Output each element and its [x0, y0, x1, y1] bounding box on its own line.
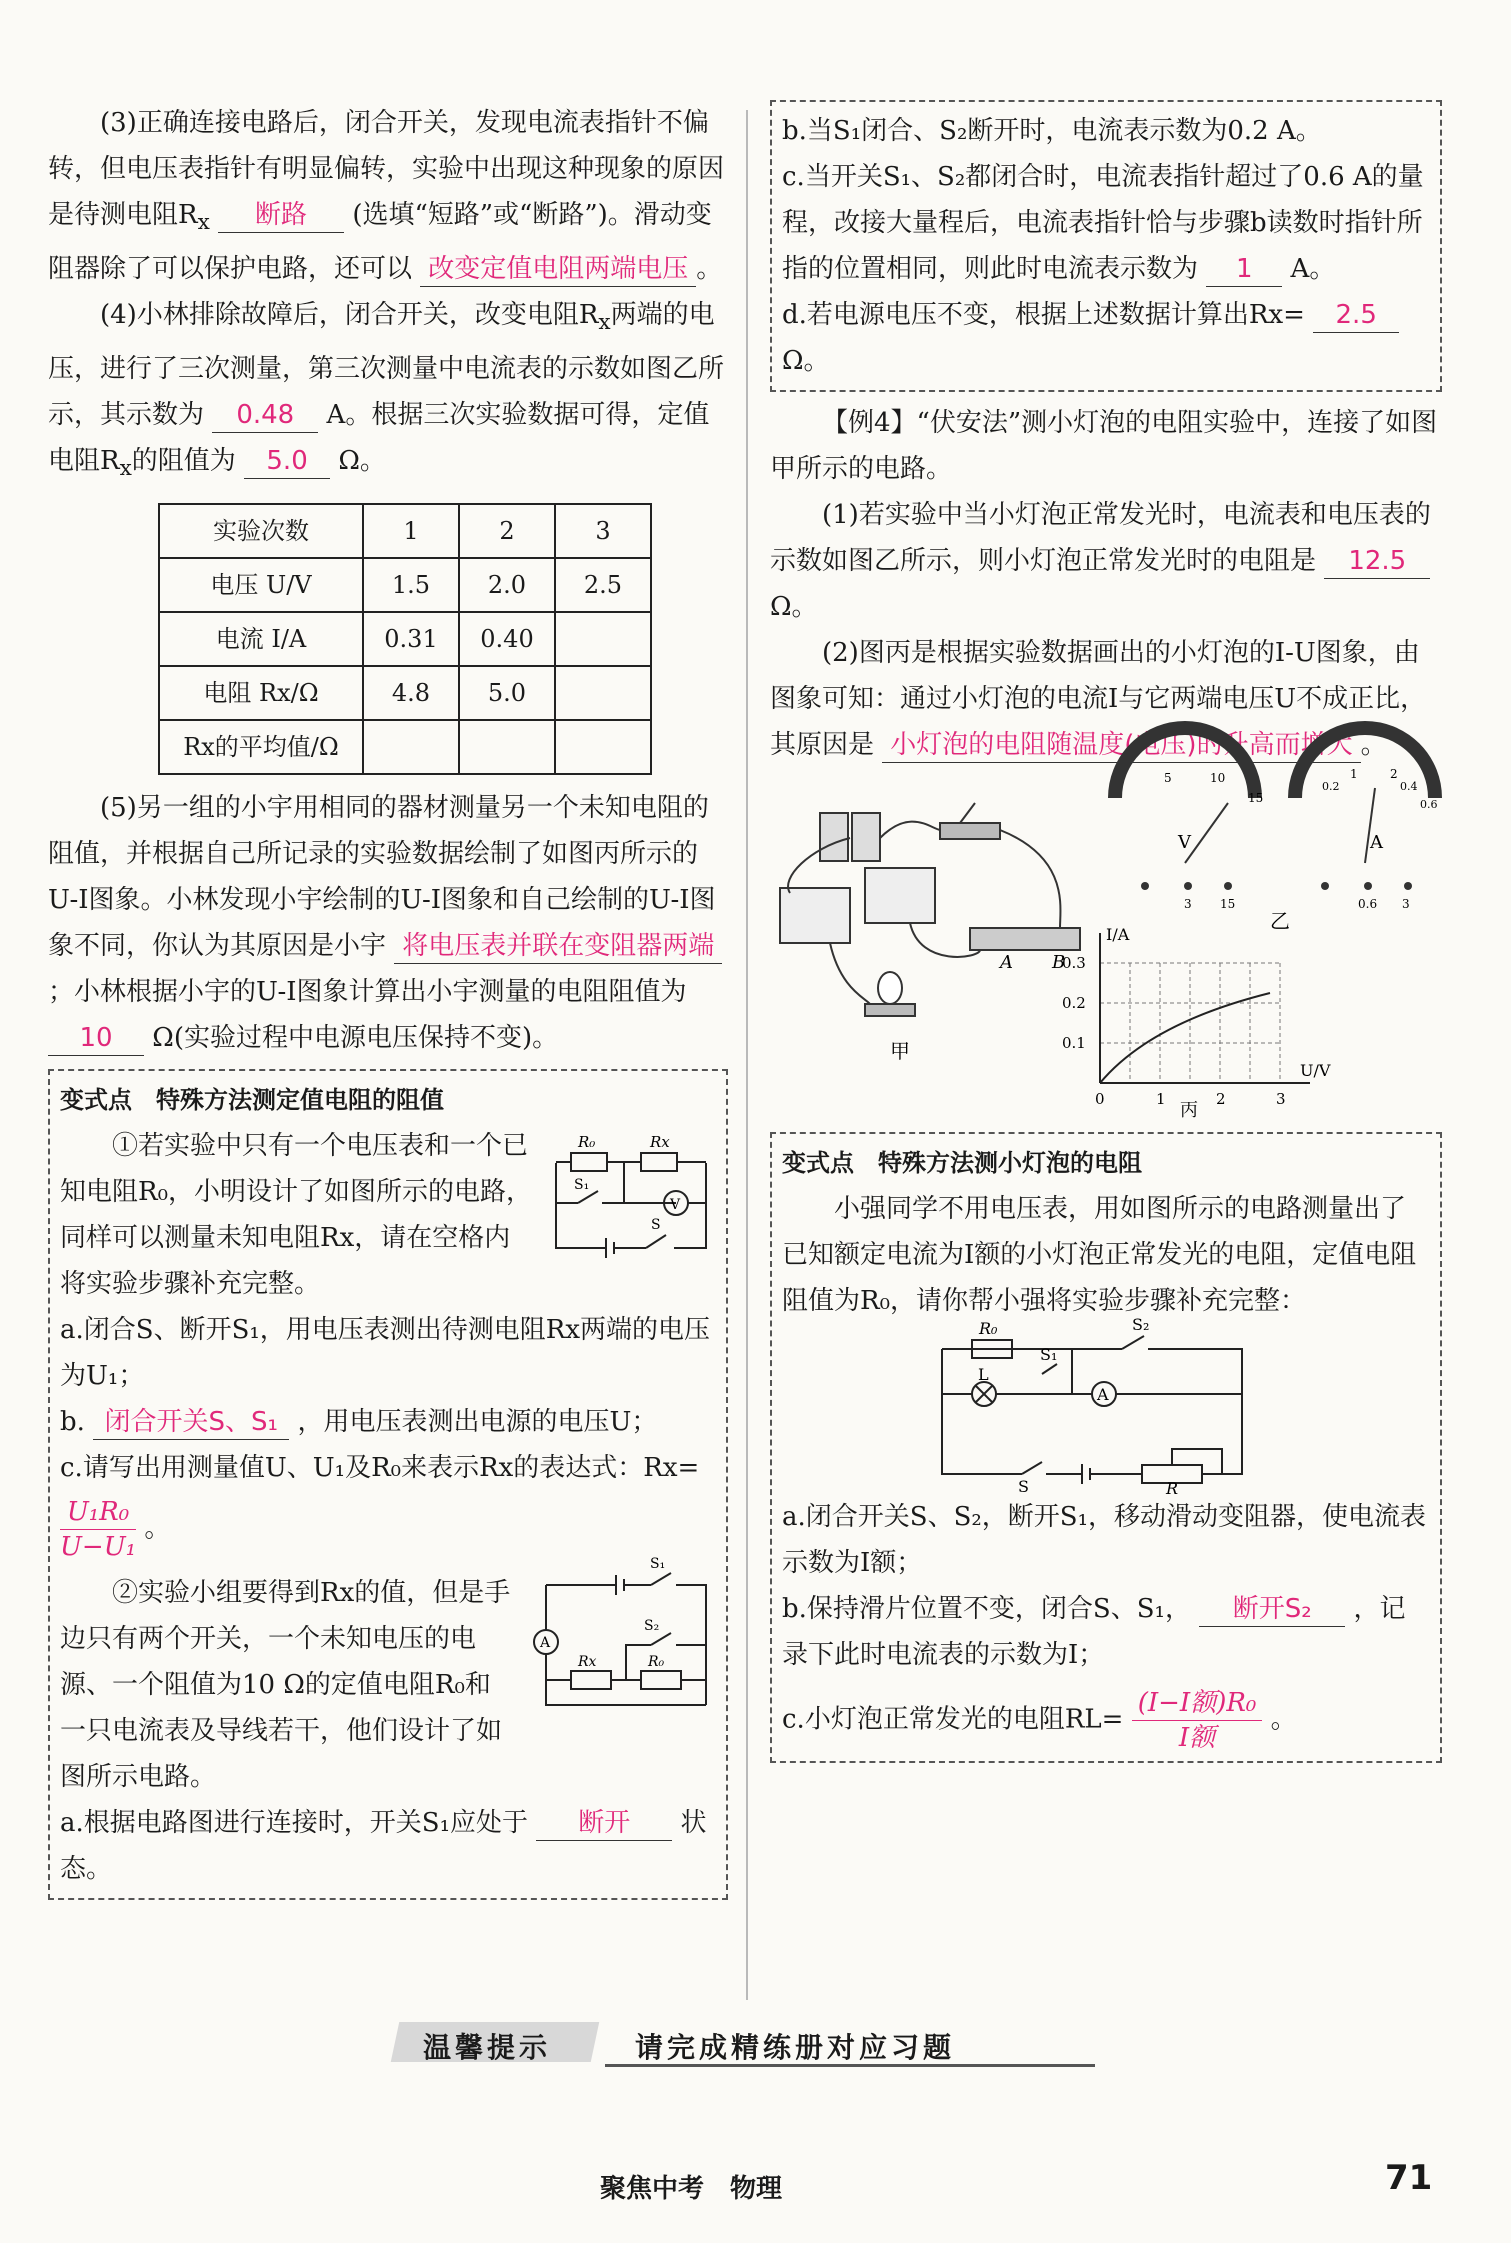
question-4: (4)小林排除故障后，闭合开关，改变电阻$R_x$两端的电压，进行了三次测量，第三次测量中电流表的示数如图乙所示，其示数为 0.48 A。根据三次实验数据可得，定值电阻$R_x$的阻值为 5.0 Ω。 [48, 300, 725, 482]
svg-text:L: L [978, 1365, 989, 1384]
answer-blank: 小灯泡的电阻随温度(电压)的升高而增大 [882, 728, 1360, 763]
column-divider [746, 110, 748, 2000]
answer-blank: 0.48 [212, 398, 318, 433]
svg-text:V: V [670, 1196, 681, 1213]
svg-text:3: 3 [1276, 1090, 1286, 1108]
answer-fraction: $\frac{\text{U₁R₀}}{\text{U−U₁}}$ [60, 1496, 137, 1562]
svg-text:A: A [1097, 1385, 1109, 1404]
answer-blank: 5.0 [244, 444, 330, 479]
svg-text:V: V [1178, 832, 1191, 853]
svg-text:0.3: 0.3 [1062, 954, 1086, 972]
answer-blank: 断路 [218, 198, 344, 233]
svg-text:S₁: S₁ [650, 1555, 666, 1572]
svg-text:U/V: U/V [1300, 1061, 1331, 1080]
variant-box-right: 变式点 特殊方法测小灯泡的电阻 小强同学不用电压表，用如图所示的电路测量出了已知额定电流为I额的小灯泡正常发光的电阻，定值电阻阻值为R₀，请你帮小强将实验步骤补充完整： R₀ S₂ S₁ L A S R a.闭合开关S、S₂，断开S₁，移动滑动变阻器，使电流表示数为I额； b.保持滑片位置不变，闭合S、S₁， 断开S₂ ，记录下此时电流表的示数为I； c.小灯泡正常发光的电阻RL= $\frac{\text{(I−I额)R₀}}{\text{I额}}$ 。 [770, 1132, 1442, 1763]
answer-blank: 改变定值电阻两端电压 [420, 252, 696, 287]
svg-text:I/A: I/A [1106, 925, 1130, 944]
table-row: 电压 U/V 1.5 2.0 2.5 [159, 558, 651, 612]
svg-text:R₀: R₀ [578, 1132, 596, 1151]
answer-blank: 1 [1206, 252, 1282, 287]
circuit-diagram-3 [782, 1315, 1442, 1498]
svg-text:S: S [651, 1216, 661, 1233]
data-table [158, 503, 652, 775]
right-column [770, 100, 1442, 1771]
svg-text:S: S [1018, 1477, 1029, 1496]
figure-group-jia-yi-bing [770, 767, 1442, 1121]
svg-text:1: 1 [1156, 1090, 1166, 1108]
steps-box: b.当S₁闭合、S₂断开时，电流表示数为0.2 A。 c.当开关S₁、S₂都闭合时，电流表指针超过了0.6 A的量程，改接大量程后，电流表指针恰与步骤b读数时指针所指的位置相同，则此时电流表示数为 1 A。 d.若电源电压不变，根据上述数据计算出Rx= 2.5 Ω。 [770, 100, 1442, 392]
svg-text:A: A [1000, 952, 1013, 973]
svg-text:0.2: 0.2 [1322, 780, 1340, 793]
svg-text:S₂: S₂ [1132, 1315, 1150, 1334]
answer-blank: 断开S₂ [1199, 1592, 1345, 1627]
box-title: 变式点 特殊方法测定值电阻的阻值 [60, 1085, 444, 1114]
svg-text:15: 15 [1220, 897, 1236, 911]
svg-text:3: 3 [1184, 897, 1192, 911]
table-row: 电阻 Rx/Ω 4.8 5.0 [159, 666, 651, 720]
svg-text:S₁: S₁ [1040, 1345, 1058, 1364]
svg-text:A: A [540, 1634, 551, 1651]
answer-blank: 断开 [536, 1806, 672, 1841]
svg-text:10: 10 [1210, 771, 1226, 785]
answer-blank: 10 [48, 1021, 144, 1056]
example-4-intro: 【例4】“伏安法”测小灯泡的电阻实验中，连接了如图甲所示的电路。 [770, 408, 1438, 484]
svg-text:Rx: Rx [650, 1132, 670, 1151]
answer-blank: 2.5 [1313, 298, 1399, 333]
table-row: 实验次数 1 2 3 [159, 504, 651, 558]
svg-text:0.6: 0.6 [1420, 798, 1438, 811]
svg-text:15: 15 [1248, 791, 1264, 805]
svg-text:S₁: S₁ [574, 1176, 590, 1193]
svg-text:R₀: R₀ [979, 1319, 998, 1338]
tip-label: 温馨提示 [423, 2031, 552, 2064]
svg-text:A: A [1370, 832, 1383, 853]
question-5: (5)另一组的小宇用相同的器材测量另一个未知电阻的阻值，并根据自己所记录的实验数据绘制了如图丙所示的U-I图象。小林发现小宇绘制的U-I图象和自己绘制的U-I图象不同，你认为其原因是小宇 将电压表并联在变阻器两端 ；小林根据小宇的U-I图象计算出小宇测量的电阻阻值为 10 Ω(实验过程中电源电压保持不变)。 [48, 785, 728, 1061]
svg-text:0: 0 [1095, 1090, 1105, 1108]
circuit-diagram-1 [546, 1123, 716, 1263]
table-row: Rx的平均值/Ω [159, 720, 651, 774]
answer-fraction: $\frac{\text{(I−I额)R₀}}{\text{I额}}$ [1132, 1686, 1263, 1755]
svg-text:R: R [1166, 1479, 1179, 1498]
tip-text: 请完成精练册对应习题 [635, 2031, 956, 2064]
answer-blank: 闭合开关S、S₁ [93, 1405, 289, 1440]
svg-text:0.2: 0.2 [1062, 994, 1086, 1012]
example-4-q2: (2)图丙是根据实验数据画出的小灯泡的I-U图象，由图象可知：通过小灯泡的电流I与它两端电压U不成正比，其原因是 小灯泡的电阻随温度(电压)的升高而增大 。 [770, 630, 1442, 768]
svg-text:3: 3 [1402, 897, 1410, 911]
svg-text:0.6: 0.6 [1358, 897, 1378, 911]
svg-text:Rx: Rx [578, 1653, 597, 1670]
svg-text:0.1: 0.1 [1062, 1034, 1086, 1052]
figure-label-jia: 甲 [890, 1039, 910, 1063]
svg-text:1: 1 [1350, 767, 1358, 781]
figure-label-yi: 乙 [1270, 909, 1290, 933]
tip-banner [395, 2018, 1095, 2068]
answer-blank: 12.5 [1324, 544, 1430, 579]
svg-text:2: 2 [1390, 767, 1398, 781]
svg-text:0.4: 0.4 [1400, 780, 1418, 793]
svg-text:5: 5 [1164, 771, 1172, 785]
circuit-diagram-2 [526, 1555, 716, 1720]
iu-graph [1062, 925, 1331, 1108]
question-3: (3)正确连接电路后，闭合开关，发现电流表指针不偏转，但电压表指针有明显偏转，实验中出现这种现象的原因是待测电阻$R_x$ 断路 (选填“短路”或“断路”)。滑动变阻器除了可以保护电路，还可以 改变定值电阻两端电压 。 [48, 100, 728, 292]
left-column [48, 100, 728, 1908]
footer-title: 聚焦中考 物理 [600, 2174, 783, 2204]
page-number: 71 [1385, 2158, 1433, 2198]
box-title: 变式点 特殊方法测小灯泡的电阻 [782, 1149, 1142, 1177]
answer-blank: 将电压表并联在变阻器两端 [394, 929, 722, 964]
svg-text:2: 2 [1216, 1090, 1226, 1108]
svg-text:R₀: R₀ [648, 1653, 665, 1670]
apparatus-figure [780, 803, 1080, 1016]
table-row: 电流 I/A 0.31 0.40 [159, 612, 651, 666]
figure-label-bing: 丙 [1180, 1100, 1198, 1121]
example-4-q1: (1)若实验中当小灯泡正常发光时，电流表和电压表的示数如图乙所示，则小灯泡正常发光时的电阻是 12.5 Ω。 [770, 500, 1431, 622]
variant-box-left: 变式点 特殊方法测定值电阻的阻值 R₀ Rx S₁ V S ①若实验中只有一个电压表和一个已知电阻R₀，小明设计了如图所示的电路，同样可以测量未知电阻Rx，请在空格内将实验步骤补充完整。 a.闭合S、断开S₁，用电压表测出待测电阻Rx两端的电压为U₁； b. 闭合开关S、S₁ ，用电压表测出电源的电压U； c.请写出用测量值U、U₁及R₀来表示Rx的表达式：Rx= $\frac{\text{U₁R₀}}{\text{U−U₁}}$ 。 A S₁ S₂ Rx R₀ ②实验小组要得到Rx的值，但是手边只有两个开关，一个未知电压的电源、一个阻值为10 Ω的定值电阻R₀和一只电流表及导线若干，他们设计了如图所示电路。 a.根据电路图进行连接时，开关S₁应处于 断开 状态。 [48, 1069, 728, 1900]
svg-text:S₂: S₂ [644, 1617, 660, 1634]
svg-text:B: B [1052, 952, 1066, 973]
